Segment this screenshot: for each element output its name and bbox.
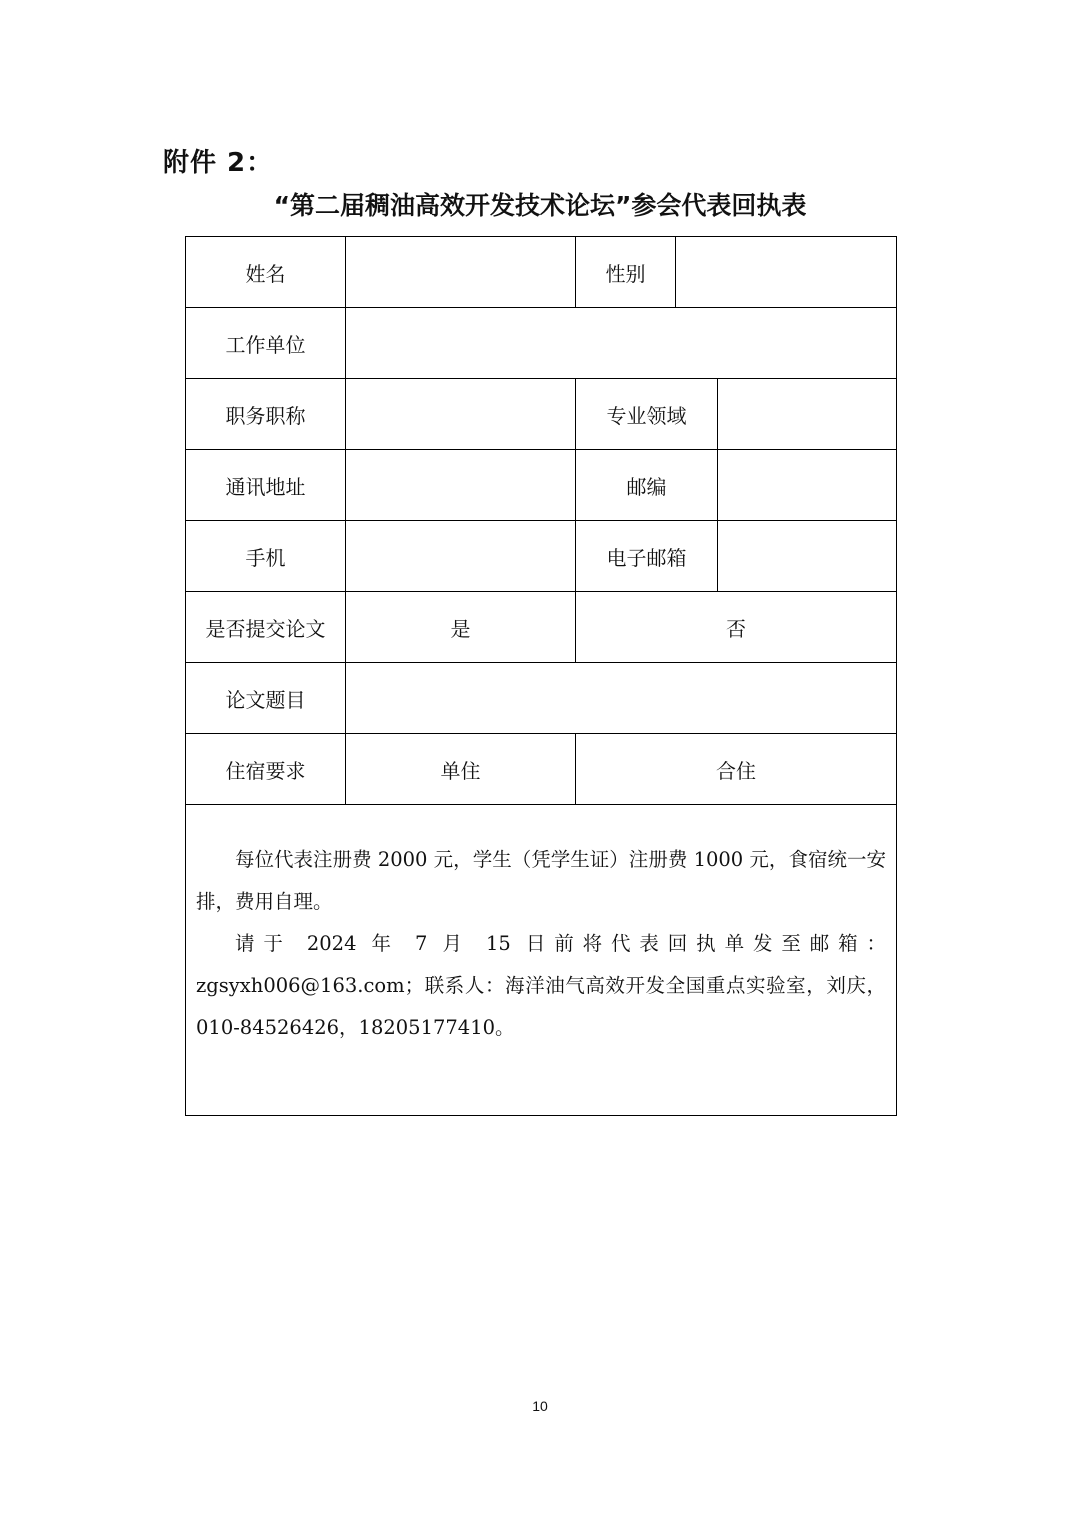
name-label: 姓名 [186, 237, 346, 308]
address-field[interactable] [346, 450, 576, 521]
gender-field[interactable] [676, 237, 897, 308]
paper-title-label: 论文题目 [186, 663, 346, 734]
accommodation-label: 住宿要求 [186, 734, 346, 805]
row-notes [186, 805, 897, 1116]
postcode-label: 邮编 [576, 450, 718, 521]
row-employer [186, 308, 897, 379]
gender-label: 性别 [576, 237, 676, 308]
field-field[interactable] [718, 379, 897, 450]
row-submit-paper [186, 592, 897, 663]
employer-field[interactable] [346, 308, 897, 379]
attachment-label: 附件 2： [163, 148, 274, 178]
single-room-option[interactable]: 单住 [346, 734, 576, 805]
submit-yes-option[interactable]: 是 [346, 592, 576, 663]
mobile-label: 手机 [186, 521, 346, 592]
fee-note: 每位代表注册费 2000 元，学生（凭学生证）注册费 1000 元，食宿统一安排，费用自理。 [196, 848, 886, 913]
shared-room-option[interactable]: 合住 [576, 734, 897, 805]
row-paper-title [186, 663, 897, 734]
row-name [186, 237, 897, 308]
address-label: 通讯地址 [186, 450, 346, 521]
form-title: “第二届稠油高效开发技术论坛”参会代表回执表 [273, 191, 807, 220]
row-position [186, 379, 897, 450]
position-label: 职务职称 [186, 379, 346, 450]
paper-title-field[interactable] [346, 663, 897, 734]
email-field[interactable] [718, 521, 897, 592]
registration-form-table [185, 236, 897, 1116]
postcode-field[interactable] [718, 450, 897, 521]
row-address [186, 450, 897, 521]
field-label: 专业领域 [576, 379, 718, 450]
row-accommodation [186, 734, 897, 805]
employer-label: 工作单位 [186, 308, 346, 379]
deadline-note: 请于 2024 年 7 月 15 日前将代表回执单发至邮箱：zgsyxh006@163.com；联系人：海洋油气高效开发全国重点实验室，刘庆，010-84526426，18205177410。 [196, 932, 886, 1039]
page-number: 10 [532, 1398, 548, 1414]
submit-no-option[interactable]: 否 [576, 592, 897, 663]
row-contact [186, 521, 897, 592]
submit-paper-label: 是否提交论文 [186, 592, 346, 663]
notes-cell [186, 805, 897, 1116]
name-field[interactable] [346, 237, 576, 308]
position-field[interactable] [346, 379, 576, 450]
email-label: 电子邮箱 [576, 521, 718, 592]
mobile-field[interactable] [346, 521, 576, 592]
